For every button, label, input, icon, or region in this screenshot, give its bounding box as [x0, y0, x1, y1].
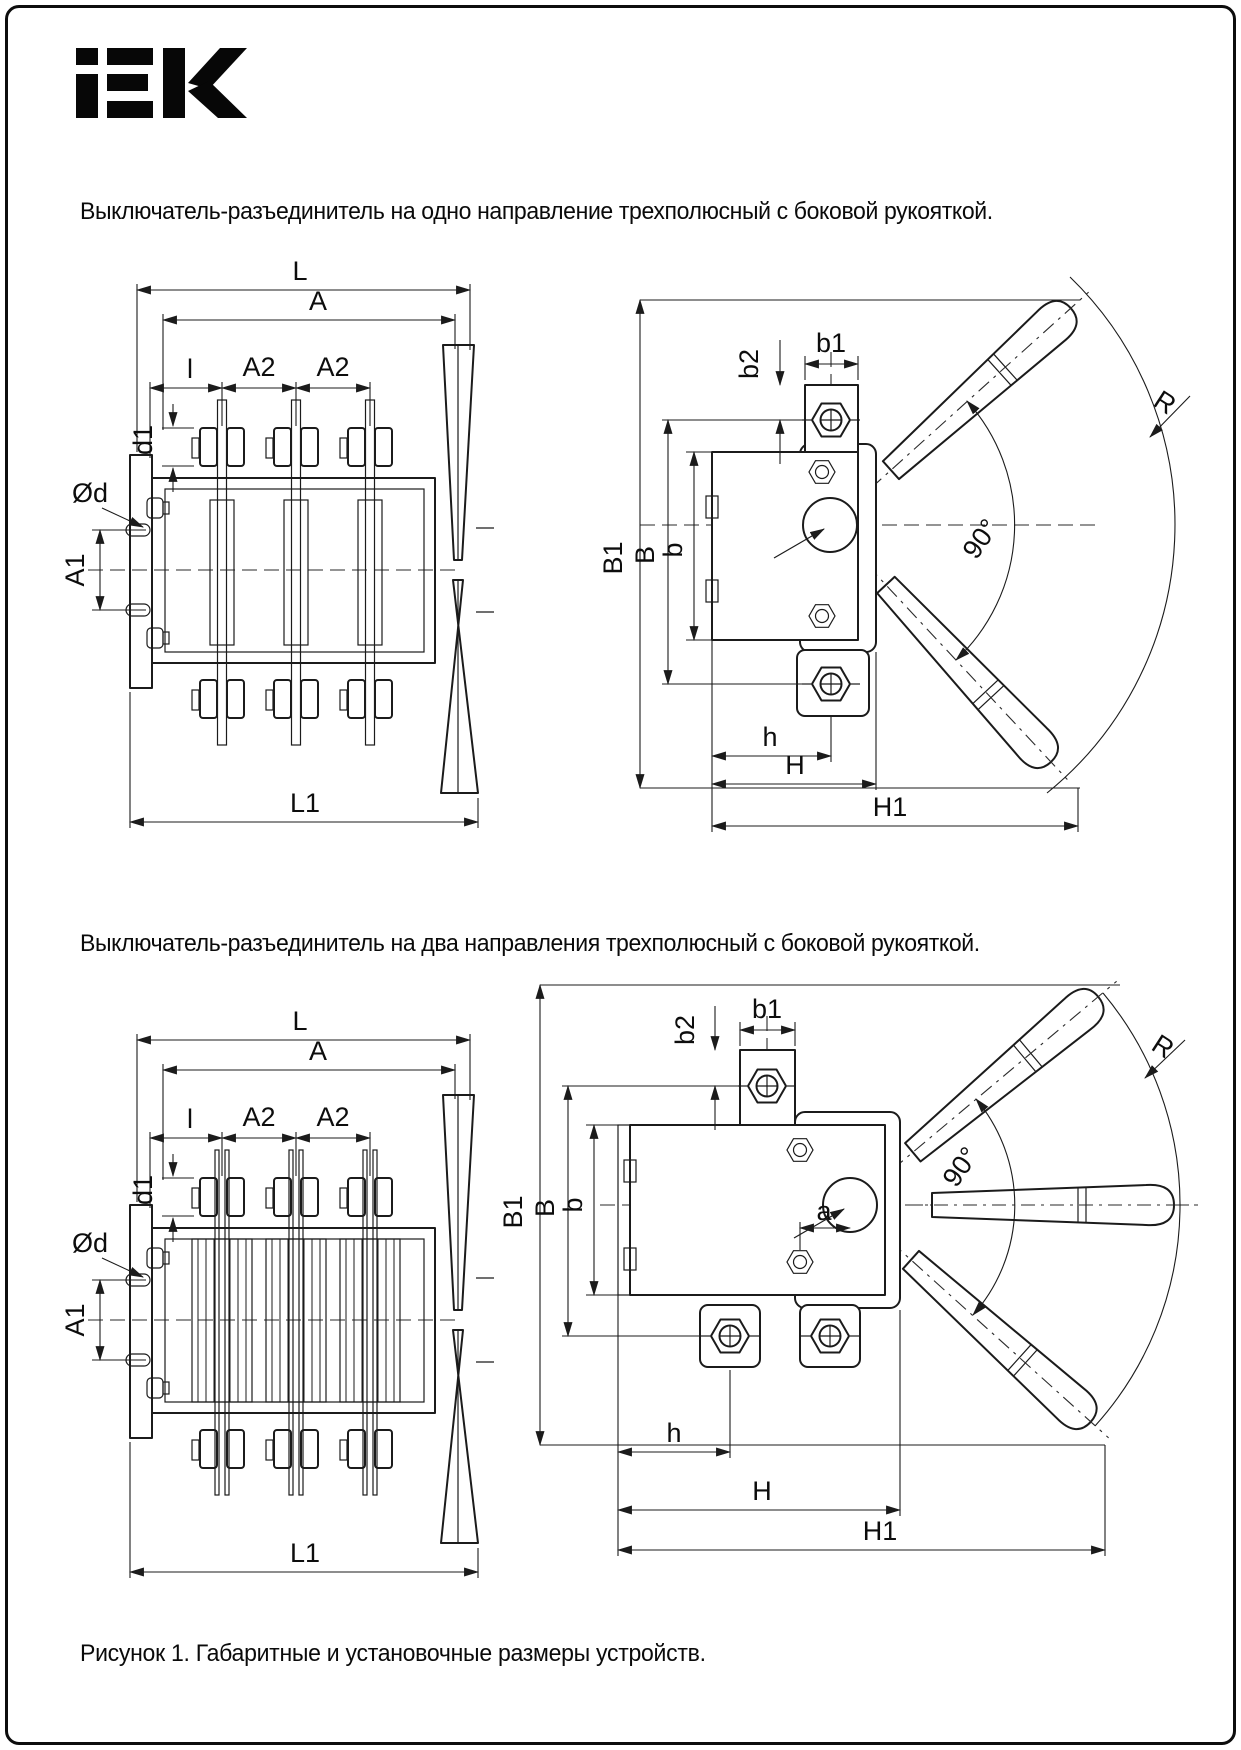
dim-label-d1: d1 — [128, 424, 158, 456]
figure2-side-view — [498, 966, 1198, 1556]
dim-label-H: H — [752, 1476, 772, 1506]
dim-label-diam-d: Ød — [72, 1228, 109, 1258]
dim-label-h: h — [762, 722, 778, 752]
dim-label-L: L — [292, 1006, 308, 1036]
dim-label-L1: L1 — [289, 1538, 321, 1568]
dim-label-H1: H1 — [872, 792, 908, 822]
dim-label-B1: B1 — [598, 541, 628, 575]
dim-label-B: B — [630, 545, 660, 565]
figure1-side-view — [598, 277, 1190, 832]
dim-label-b: b — [558, 1197, 588, 1213]
dim-label-B: B — [530, 1198, 560, 1218]
dim-label-B1: B1 — [498, 1195, 528, 1229]
dim-label-H: H — [785, 750, 805, 780]
dim-label-h: h — [666, 1418, 682, 1448]
dim-label-R: R — [1146, 1028, 1180, 1065]
dim-label-b: b — [658, 542, 688, 558]
dim-label-A2: A2 — [316, 1102, 350, 1132]
dim-label-a: a — [816, 1196, 832, 1226]
dim-label-b2: b2 — [734, 348, 764, 380]
dim-label-A: A — [308, 1036, 328, 1066]
dim-label-angle: 90° — [956, 513, 1005, 565]
dim-label-A1: A1 — [60, 1303, 90, 1337]
dim-label-L: L — [292, 256, 308, 286]
figure1-front-view — [60, 256, 494, 828]
dim-label-A2: A2 — [316, 352, 350, 382]
dim-label-d1: d1 — [128, 1174, 158, 1206]
figure2-front-view — [60, 1006, 494, 1578]
dim-label-b1: b1 — [815, 328, 847, 358]
dim-label-l: l — [187, 354, 193, 384]
dim-label-b1: b1 — [751, 994, 783, 1024]
dim-label-l: l — [187, 1104, 193, 1134]
dim-label-diam-d: Ød — [72, 478, 109, 508]
dim-label-A: A — [308, 286, 328, 316]
dim-label-angle: 90° — [936, 1141, 985, 1193]
dim-label-L1: L1 — [289, 788, 321, 818]
dim-label-H1: H1 — [862, 1516, 898, 1546]
dim-label-A1: A1 — [60, 553, 90, 587]
dim-label-R: R — [1148, 384, 1182, 421]
dim-label-A2: A2 — [242, 352, 276, 382]
figure1-title: Выключатель-разъединитель на одно направление трехполюсный с боковой рукояткой. — [80, 198, 993, 225]
dim-label-b2: b2 — [670, 1014, 700, 1046]
figure2-title: Выключатель-разъединитель на два направления трехполюсный с боковой рукояткой. — [80, 930, 980, 957]
figure-caption: Рисунок 1. Габаритные и установочные размеры устройств. — [80, 1640, 706, 1667]
dim-label-A2: A2 — [242, 1102, 276, 1132]
